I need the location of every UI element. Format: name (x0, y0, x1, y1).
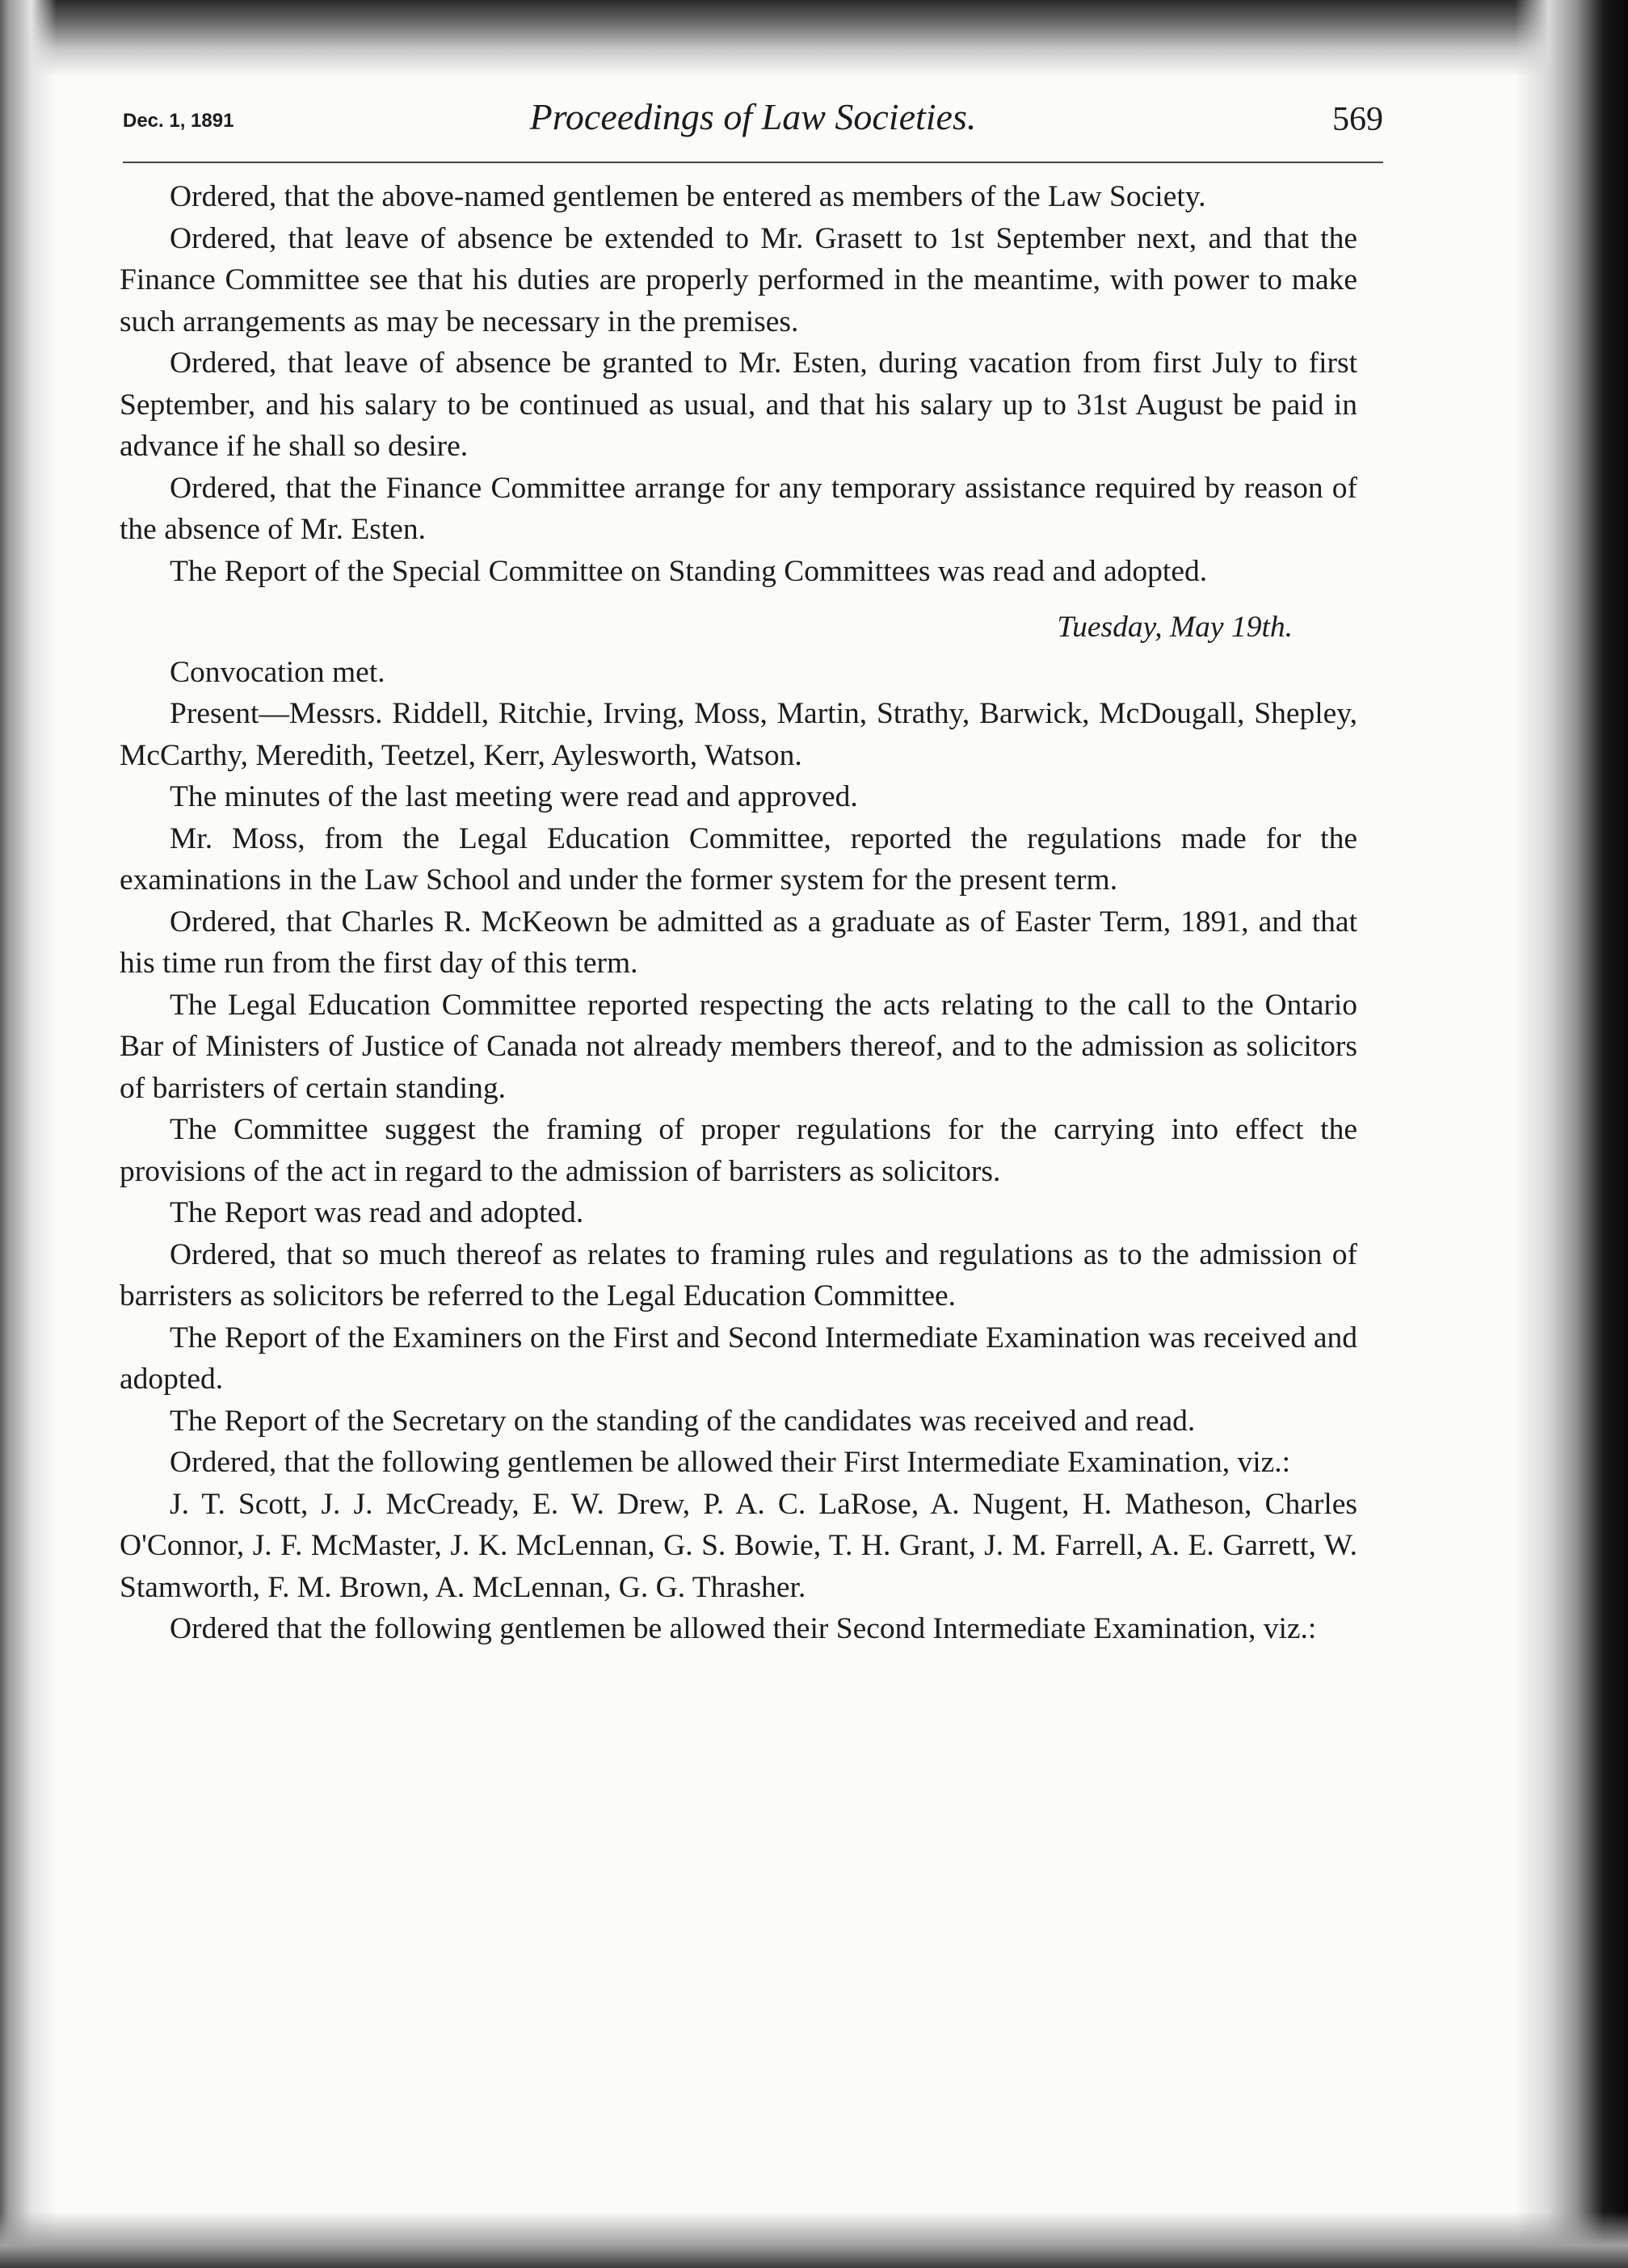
scan-edge-top (0, 0, 1628, 77)
paragraph: Ordered, that leave of absence be granted to Mr. Esten, during vacation from first July to first September, and his salary to be continued as usual, and that his salary up to 31st August be paid in advance if he shall so desire. (120, 346, 1357, 463)
scan-edge-left (0, 0, 57, 2268)
page-body (120, 176, 1357, 1650)
paragraph: The Legal Education Committee reported respecting the acts relating to the call to the Ontario Bar of Ministers of Justice of Canada not already members thereof, and to the admission as solicitors of barristers of certain standing. (120, 988, 1357, 1105)
paragraph: Ordered, that so much thereof as relates to framing rules and regulations as to the admission of barristers as solicitors be referred to the Legal Education Committee. (120, 1237, 1357, 1312)
scan-edge-right (1515, 0, 1628, 2268)
paragraph: The Report of the Examiners on the First and Second Intermediate Examination was received and adopted. (120, 1321, 1357, 1396)
paragraph: Ordered, that the above-named gentlemen be entered as members of the Law Society. (170, 180, 1206, 213)
paragraph: Convocation met. (170, 655, 385, 689)
header-date: Dec. 1, 1891 (123, 110, 234, 132)
paragraph: Ordered that the following gentlemen be allowed their Second Intermediate Examination, viz.: (170, 1612, 1317, 1645)
paragraph: The Report was read and adopted. (170, 1196, 584, 1229)
paragraph: Ordered, that the Finance Committee arrange for any temporary assistance required by reason of the absence of Mr. Esten. (120, 471, 1357, 546)
page-number: 569 (1332, 101, 1383, 138)
scan-edge-bottom (0, 2211, 1628, 2268)
header-title: Proceedings of Law Societies. (529, 96, 977, 137)
paragraph: Ordered, that leave of absence be extended to Mr. Grasett to 1st September next, and that the Finance Committee see that his duties are properly performed in the meantime, with power to make such arrangements as may be necessary in the premises. (120, 221, 1357, 338)
paragraph: Present—Messrs. Riddell, Ritchie, Irving, Moss, Martin, Strathy, Barwick, McDougall, Shepley, McCarthy, Meredith, Teetzel, Kerr, Aylesworth, Watson. (120, 697, 1357, 772)
paragraph: Mr. Moss, from the Legal Education Committee, reported the regulations made for the examinations in the Law School and under the former system for the present term. (120, 821, 1357, 897)
paragraph: The Committee suggest the framing of proper regulations for the carrying into effect the provisions of the act in regard to the admission of barristers as solicitors. (120, 1113, 1357, 1188)
paragraph: The minutes of the last meeting were read and approved. (170, 780, 858, 813)
paragraph: The Report of the Secretary on the standing of the candidates was received and read. (170, 1404, 1196, 1438)
header-rule (123, 162, 1383, 163)
paragraph: Ordered, that Charles R. McKeown be admitted as a graduate as of Easter Term, 1891, and that his time run from the first day of this term. (120, 905, 1357, 980)
paragraph: J. T. Scott, J. J. McCready, E. W. Drew, P. A. C. LaRose, A. Nugent, H. Matheson, Charles O'Connor, J. F. McMaster, J. K. McLennan, G. S. Bowie, T. H. Grant, J. M. Farrell, A. E. Garrett, W. Stamworth, F. M. Brown, A. McLennan, G. G. Thrasher. (120, 1487, 1357, 1604)
running-header (123, 95, 1383, 152)
meeting-dateline: Tuesday, May 19th. (1057, 611, 1293, 644)
paragraph: The Report of the Special Committee on Standing Committees was read and adopted. (170, 554, 1208, 588)
paragraph: Ordered, that the following gentlemen be allowed their First Intermediate Examination, viz.: (170, 1446, 1291, 1479)
